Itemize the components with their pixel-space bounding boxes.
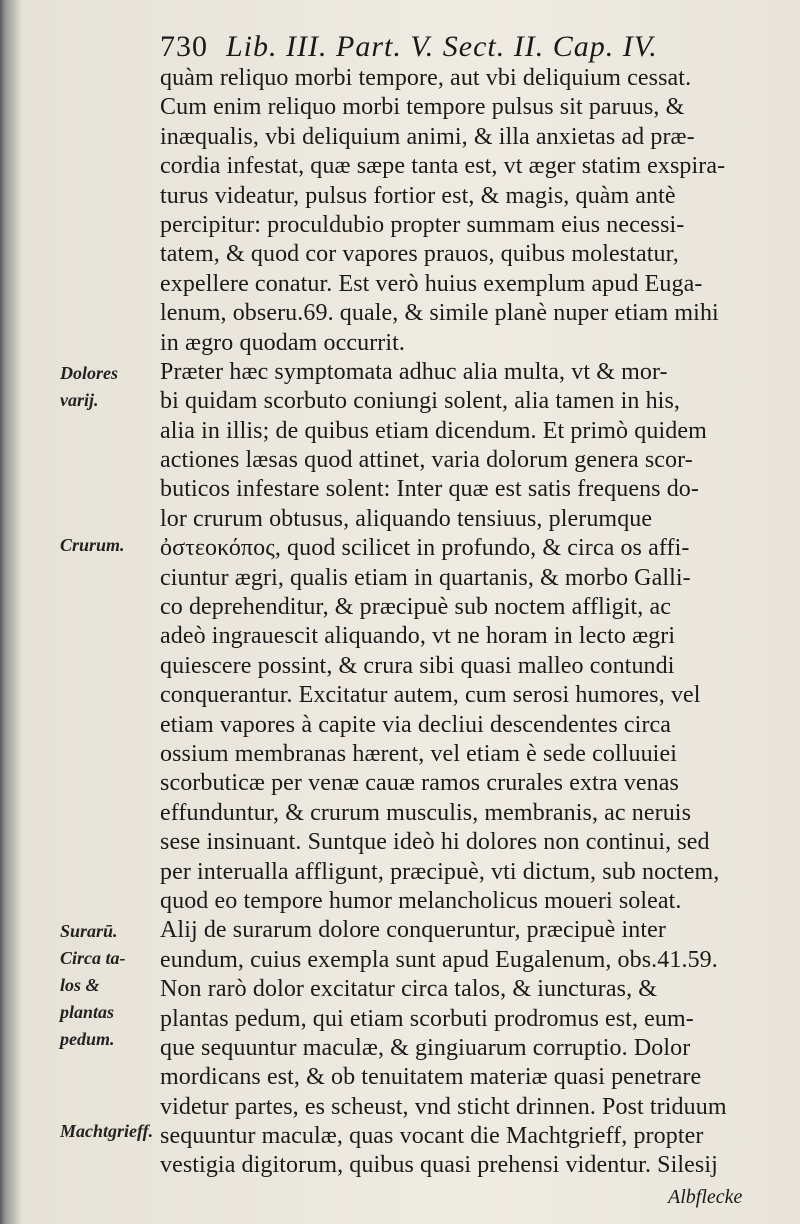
- margin-note-line: Circa ta-: [60, 948, 126, 968]
- text-line: vestigia digitorum, quibus quasi prehensi videntur. Silesij: [160, 1152, 718, 1179]
- text-line: effunduntur, & crurum musculis, membranis, ac neruis: [160, 799, 692, 826]
- text-line: in ægro quodam occurrit.: [160, 329, 406, 356]
- margin-note-line: plantas: [60, 1002, 115, 1022]
- page-number: 730: [160, 30, 208, 63]
- text-line: turus videatur, pulsus fortior est, & magis, quàm antè: [160, 182, 676, 209]
- text-line: ciuntur ægri, qualis etiam in quartanis, & morbo Galli-: [160, 564, 691, 591]
- text-line: buticos infestare solent: Inter quæ est satis frequens do-: [160, 476, 700, 503]
- catchword: Albflecke: [668, 1186, 743, 1208]
- text-line: adeò ingrauescit aliquando, vt ne horam in lecto ægri: [160, 623, 676, 650]
- margin-note-line: varij.: [60, 390, 99, 410]
- text-line: expellere conatur. Est verò huius exemplum apud Euga-: [160, 270, 703, 297]
- text-line: actiones læsas quod attinet, varia dolorum genera scor-: [160, 447, 693, 474]
- margin-note-line: Dolores: [60, 363, 118, 383]
- margin-note-line: Machtgrieff.: [60, 1121, 154, 1141]
- text-line: sese insinuant. Suntque ideò hi dolores non continui, sed: [160, 829, 710, 856]
- text-line: lor crurum obtusus, aliquando tensiuus, plerumque: [160, 505, 653, 532]
- text-line: quod eo tempore humor melancholicus moueri soleat.: [160, 887, 682, 914]
- text-line: tatem, & quod cor vapores prauos, quibus molestatur,: [160, 241, 679, 268]
- text-line: bi quidam scorbuto coniungi solent, alia tamen in his,: [160, 388, 680, 415]
- text-line: etiam vapores à capite via decliui descendentes circa: [160, 711, 672, 738]
- margin-note-line: Surarū.: [60, 921, 118, 941]
- text-line: inæqualis, vbi deliquium animi, & illa anxietas ad præ-: [160, 123, 695, 150]
- text-line: Præter hæc symptomata adhuc alia multa, vt & mor-: [160, 358, 668, 385]
- margin-note-machtgrieff: [60, 1118, 155, 1145]
- text-line: quiescere possint, & crura sibi quasi malleo contundi: [160, 652, 675, 679]
- text-line: lenum, obseru.69. quale, & simile planè nuper etiam mihi: [160, 300, 719, 327]
- text-line: Non rarò dolor excitatur circa talos, & iuncturas, &: [160, 976, 658, 1003]
- text-line: plantas pedum, qui etiam scorbuti prodromus est, eum-: [160, 1005, 694, 1032]
- text-body: [160, 64, 765, 1181]
- text-line: mordicans est, & ob tenuitatem materiæ quasi penetrare: [160, 1064, 702, 1091]
- text-line: conquerantur. Excitatur autem, cum serosi humores, vel: [160, 682, 701, 709]
- text-line: quàm reliquo morbi tempore, aut vbi deliquium cessat.: [160, 65, 692, 91]
- text-line: percipitur: proculdubio propter summam eius necessi-: [160, 211, 685, 238]
- margin-note-dolores: [60, 360, 155, 414]
- text-line: Alij de surarum dolore conqueruntur, præcipuè inter: [160, 917, 666, 944]
- margin-note-line: los &: [60, 975, 100, 995]
- text-line: ὀστεοκόπος, quod scilicet in profundo, & circa os affi-: [160, 535, 690, 562]
- text-line: videtur partes, es scheust, vnd sticht drinnen. Post triduum: [160, 1093, 727, 1120]
- text-line: que sequuntur maculæ, & gingiuarum corruptio. Dolor: [160, 1034, 691, 1061]
- text-line: alia in illis; de quibus etiam dicendum. Et primò quidem: [160, 417, 707, 444]
- text-line: ossium membranas hærent, vel etiam è sede colluuiei: [160, 740, 677, 767]
- text-line: eundum, cuius exempla sunt apud Eugalenum, obs.41.59.: [160, 946, 718, 973]
- text-line: Cum enim reliquo morbi tempore pulsus sit paruus, &: [160, 94, 685, 121]
- text-line: sequuntur maculæ, quas vocant die Machtgrieff, propter: [160, 1123, 704, 1150]
- text-line: scorbuticæ per venæ cauæ ramos crurales extra venas: [160, 770, 679, 797]
- text-line: co deprehenditur, & præcipuè sub noctem affligit, ac: [160, 594, 671, 621]
- margin-note-line: pedum.: [60, 1029, 115, 1049]
- margin-note-line: Crurum.: [60, 535, 125, 555]
- running-head: Lib. III. Part. V. Sect. II. Cap. IV.: [226, 30, 658, 63]
- text-line: per interualla affligunt, præcipuè, vti dictum, sub noctem,: [160, 858, 720, 885]
- text-line: cordia infestat, quæ sæpe tanta est, vt æger statim exspira-: [160, 153, 726, 180]
- margin-note-surarum: [60, 918, 155, 1053]
- margin-note-crurum: [60, 532, 155, 559]
